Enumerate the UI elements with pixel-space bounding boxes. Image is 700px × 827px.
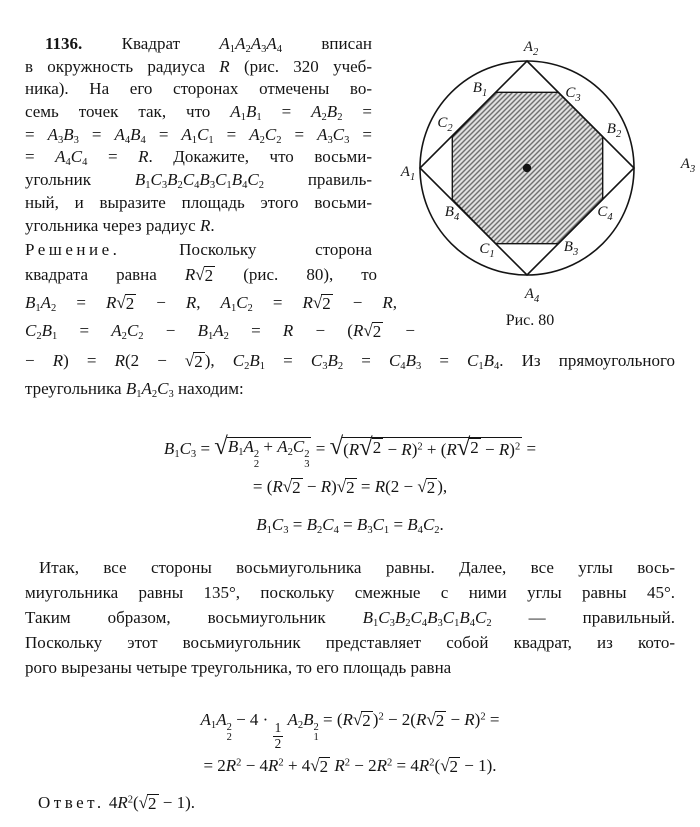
answer-line: Ответ. $4R^2$( √ 2 − 1). (38, 793, 196, 813)
text-line: треугольника $B_1A_2C_3$ находим: (25, 379, 244, 401)
text-line: = $A_4C_4 = R$. Докажите, что восьми- (25, 147, 372, 169)
figure-caption: Рис. 80 (505, 312, 555, 329)
figure-80 (400, 20, 700, 355)
figure-label: $C_3$ (565, 85, 581, 104)
solution-line: $C_2B_1 = A_2C_2 - B_1A_2 = R - (R$ √ 2 − (25, 321, 416, 343)
text-line: $A_1A$ 2 2 − 4 · $\frac{1}{2}$ $A_2B$ 2 1 = (R √ 2 )$^2$ − 2(R √ 2 − R)$^2$ = (200, 710, 500, 751)
figure-label: $A_3$ (680, 156, 696, 175)
text-line: 1136. Квадрат $A_1A_2A_3A_4$ вписан (45, 34, 373, 56)
text-line: − R) = R(2 − √ 2 ), $C_2B_1 = C_3B_2 = C_4B_3 = C_1B_4$. Из прямоугольного (25, 351, 675, 373)
text-line: $B_1C_3 = B_2C_4 = B_3C_1 = B_4C_2$. (256, 515, 444, 537)
solution-wide-text (25, 347, 675, 403)
text-line: = $A_3B_3 = A_4B_4 = A_1C_1 = A_2C_2 = A_3C_3$ = (25, 124, 372, 146)
solution-line: квадрата равна R √ 2 (рис. 80), то (25, 265, 378, 285)
text-line: угольник $B_1C_3B_2C_4B_3C_1B_4C_2$ правиль- (25, 170, 372, 192)
solution-line: $B_1A_2 = R$ √ 2 − R, $A_1C_2 = R$ √ 2 − R, (25, 293, 397, 315)
figure-center-dot (523, 164, 531, 172)
figure-label: $C_1$ (479, 241, 495, 260)
figure-label: $B_2$ (606, 121, 622, 140)
text-line: = (R √ 2 − R) √ 2 = R(2 − √ 2 ), (252, 477, 448, 497)
equation-block-2 (25, 697, 675, 789)
text-line: = $2R^2 - 4R^2 + 4$ √ 2 $R^2 - 2R^2 = 4R^2$( √ 2 − 1). (203, 756, 497, 776)
text-line: ный, и выразите площадь этого восьми- (25, 192, 372, 212)
figure-label: $C_4$ (597, 204, 613, 223)
text-line: ника). На его сторонах отмечены во- (25, 79, 372, 99)
figure-svg (400, 20, 700, 312)
text-line: миугольника равны 135°, поскольку смежные с ними углы равны 45°. (25, 583, 675, 602)
text-line: угольника через радиус R. (25, 215, 215, 235)
figure-label: $A_2$ (523, 39, 539, 58)
text-line: рого вырезаны четыре треугольника, то его площадь равна (25, 658, 452, 677)
text-line: $B_1C_3$ = √ $B_1A$ 2 2 + $A_2C$ 2 3 = √ (R √ 2 − R)$^2$ + (R √ 2 − R)$^2$ = (163, 433, 537, 471)
figure-label: $C_2$ (437, 115, 453, 134)
text-line: семь точек так, что $A_1B_1 = A_2B_2$ = (25, 102, 373, 124)
text-line: Итак, все стороны восьмиугольника равны. Далее, все углы вось- (39, 558, 675, 577)
equation-block-1 (25, 430, 675, 544)
figure-label: $B_4$ (444, 204, 460, 223)
problem-statement (25, 33, 372, 237)
text-line: Поскольку этот восьмиугольник представляет собой квадрат, из кото- (25, 633, 675, 652)
figure-label: $B_1$ (472, 80, 488, 99)
solution-body-text (25, 555, 675, 680)
figure-label: $B_3$ (563, 239, 579, 258)
text-line: Таким образом, восьмиугольник $B_1C_3B_2C_4B_3C_1B_4C_2$ — правильный. (25, 608, 676, 630)
solution-line: Решение. Поскольку сторона (25, 240, 372, 259)
figure-label: $A_4$ (524, 286, 540, 305)
figure-label: $A_1$ (400, 164, 416, 183)
text-line: в окружность радиуса R (рис. 320 учеб- (25, 56, 372, 76)
